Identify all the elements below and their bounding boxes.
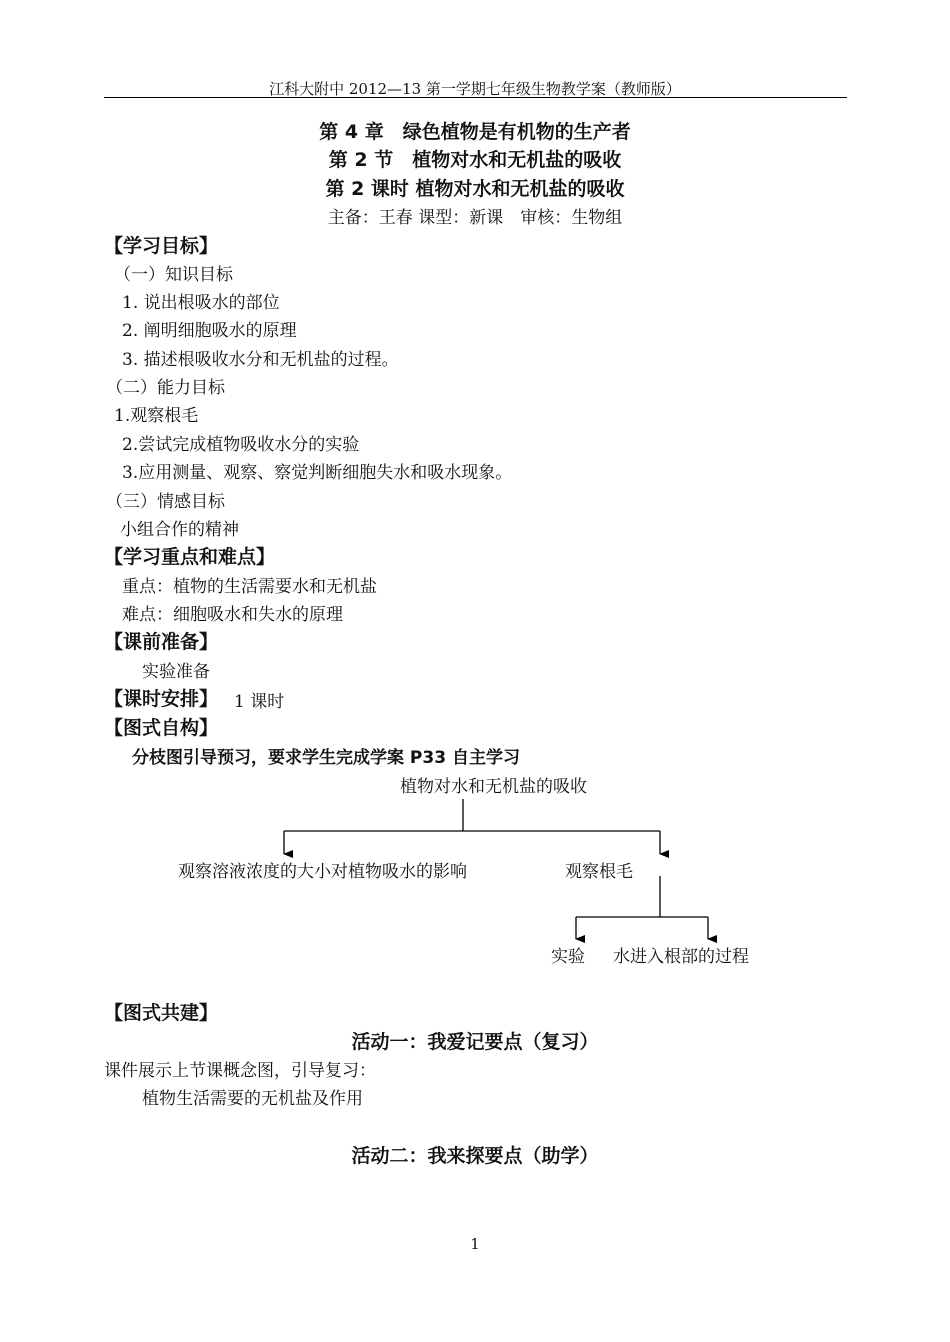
knowledge-item: 1. 说出根吸水的部位: [122, 293, 280, 313]
self-build-instruction: 分枝图引导预习，要求学生完成学案 P33 自主学习: [132, 748, 520, 768]
focus-text: 重点：植物的生活需要水和无机盐: [122, 577, 377, 597]
ability-item: 3.应用测量、观察、察觉判断细胞失水和吸水现象。: [122, 463, 513, 483]
objectives-heading: 【学习目标】: [104, 235, 219, 257]
co-build-heading: 【图式共建】: [104, 1002, 219, 1024]
activity-one-line: 植物生活需要的无机盐及作用: [142, 1089, 363, 1109]
self-build-heading: 【图式自构】: [104, 717, 219, 739]
tree-root-node: 植物对水和无机盐的吸收: [400, 777, 587, 797]
emotion-heading: （三）情感目标: [106, 492, 225, 512]
page-number: 1: [470, 1235, 480, 1253]
schedule-text: 1 课时: [234, 692, 285, 712]
activity-two-title: 活动二：我来探要点（助学）: [351, 1145, 599, 1167]
key-points-heading: 【学习重点和难点】: [104, 546, 276, 568]
knowledge-item: 2. 阐明细胞吸水的原理: [122, 321, 297, 341]
lesson-title: 第 2 课时 植物对水和无机盐的吸收: [325, 178, 625, 200]
tree-left-node: 观察溶液浓度的大小对植物吸水的影响: [178, 862, 467, 882]
header-rule: [104, 97, 847, 98]
section-title: 第 2 节 植物对水和无机盐的吸收: [328, 149, 622, 171]
activity-one-title: 活动一：我爱记要点（复习）: [351, 1031, 599, 1053]
difficulty-text: 难点：细胞吸水和失水的原理: [122, 605, 343, 625]
ability-heading: （二）能力目标: [106, 378, 225, 398]
chapter-title: 第 4 章 绿色植物是有机物的生产者: [319, 121, 631, 143]
tree-right-node: 观察根毛: [565, 862, 633, 882]
knowledge-item: 3. 描述根吸收水分和无机盐的过程。: [122, 350, 399, 370]
preparation-heading: 【课前准备】: [104, 631, 219, 653]
page-header: 江科大附中 2012—13 第一学期七年级生物教学案（教师版）: [269, 80, 681, 98]
preparation-text: 实验准备: [142, 662, 210, 682]
ability-item: 1.观察根毛: [114, 406, 199, 426]
emotion-item: 小组合作的精神: [120, 520, 239, 540]
tree-process-node: 水进入根部的过程: [613, 947, 749, 967]
tree-experiment-node: 实验: [551, 947, 585, 967]
knowledge-heading: （一）知识目标: [114, 265, 233, 285]
byline: 主备：王春 课型：新课 审核：生物组: [327, 208, 623, 228]
schedule-heading: 【课时安排】: [104, 688, 219, 710]
ability-item: 2.尝试完成植物吸收水分的实验: [122, 435, 360, 455]
activity-one-line: 课件展示上节课概念图，引导复习：: [104, 1061, 376, 1081]
